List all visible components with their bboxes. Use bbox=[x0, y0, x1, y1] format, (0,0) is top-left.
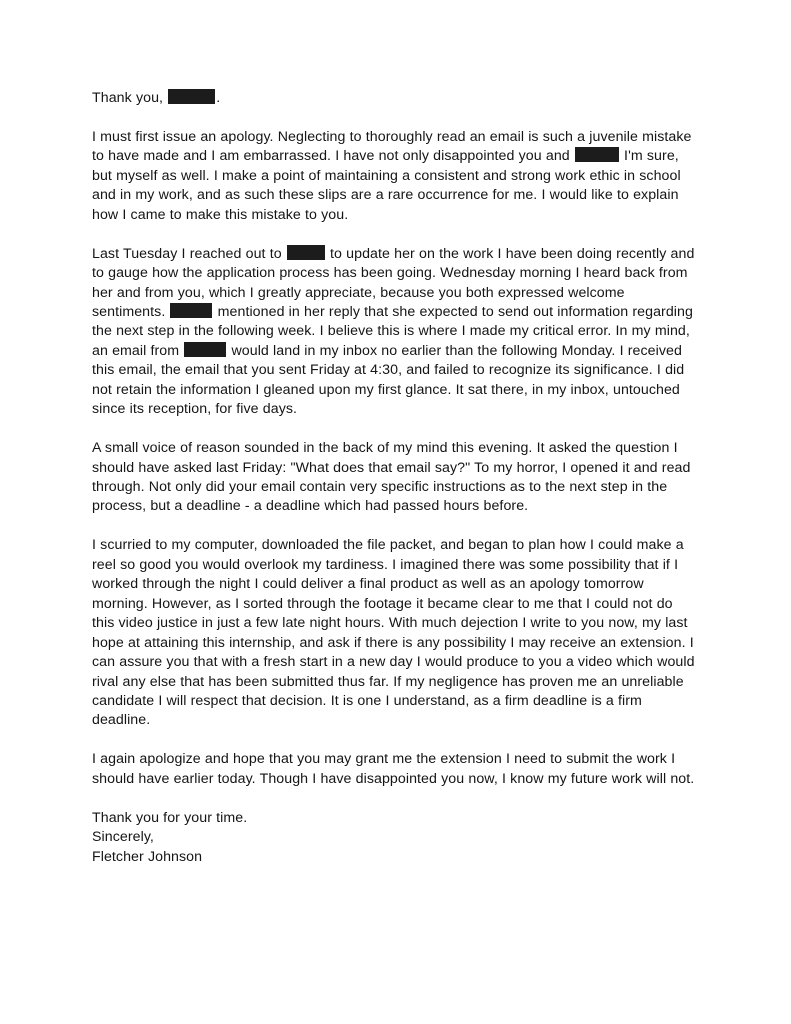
letter-body bbox=[92, 89, 698, 867]
salutation-greeting: Thank you, bbox=[92, 90, 168, 106]
redaction-bar-person-name-4 bbox=[184, 342, 226, 357]
closing-signature-name: Fletcher Johnson bbox=[92, 848, 203, 865]
paragraph-timeline-part4: would land in my inbox no earlier than the following Monday. I received this email, the email that you sent Friday at 4:30, and failed to recognize its significance. I did not retain the information I gleaned upon my first glance. It sat there, in my inbox, untouched since its reception, for five days. bbox=[92, 342, 685, 418]
redaction-bar-person-name-2 bbox=[287, 245, 325, 260]
paragraph-timeline-part1: Last Tuesday I reached out to bbox=[92, 245, 286, 262]
signature-block bbox=[92, 809, 698, 867]
paragraph-request: I scurried to my computer, downloaded the file packet, and began to plan how I could make a reel so good you would overlook my tardiness. I imagined there was some possibility that if I worked through the night I could deliver a final product as well as an apology tomorrow morning. However, as I sorted through the footage it became clear to me that I could not do this video justice in just a few late night hours. With much dejection I write to you now, my last hope at attaining this internship, and ask if there is any possibility I may receive an extension. I can assure you that with a fresh start in a new day I would produce to you a video which would rival any else that has been submitted thus far. If my negligence has proven me an unreliable candidate I will respect that decision. It is one I understand, as a firm deadline is a firm deadline. bbox=[92, 537, 695, 729]
paragraph-realization: A small voice of reason sounded in the back of my mind this evening. It asked the question I should have asked last Friday: "What does that email say?" To my horror, I opened it and read through. Not only did your email contain very specific instructions as to the next step in the process, but a deadline - a deadline which had passed hours before. bbox=[92, 440, 691, 515]
paragraph-timeline bbox=[92, 245, 698, 420]
paragraph-apology-part2: I'm sure, but myself as well. I make a point of maintaining a consistent and strong work ethic in school and in my work, and as such these slips are a rare occurrence for me. I would like to explain how I came to make this mistake to you. bbox=[92, 148, 681, 223]
salutation-paragraph bbox=[92, 89, 698, 108]
redaction-bar-person-name-1 bbox=[575, 147, 619, 162]
closing-sincerely: Sincerely, bbox=[92, 829, 154, 846]
salutation-period: . bbox=[216, 90, 221, 106]
redaction-bar-person-name-3 bbox=[170, 303, 212, 318]
redaction-bar-recipient-name bbox=[168, 89, 215, 104]
paragraph-timeline-part3: mentioned in her reply that she expected to send out information regarding the next step in the following week. I believe this is where I made my critical error. In my mind, an email from bbox=[92, 303, 693, 359]
closing-thanks: Thank you for your time. bbox=[92, 809, 248, 826]
paragraph-apology-part1: I must first issue an apology. Neglecting to thoroughly read an email is such a juvenile mistake to have made and I am embarrassed. I have not only disappointed you and bbox=[92, 128, 692, 165]
paragraph-closing-apology: I again apologize and hope that you may grant me the extension I need to submit the work I should have earlier today. Though I have disappointed you now, I know my future work will not. bbox=[92, 751, 695, 787]
paragraph-timeline-part2: to update her on the work I have been doing recently and to gauge how the application process has been going. Wednesday morning I heard back from her and from you, which I greatly appreciate, because you both expressed welcome sentiments. bbox=[92, 245, 695, 320]
paragraph-apology bbox=[92, 128, 698, 225]
